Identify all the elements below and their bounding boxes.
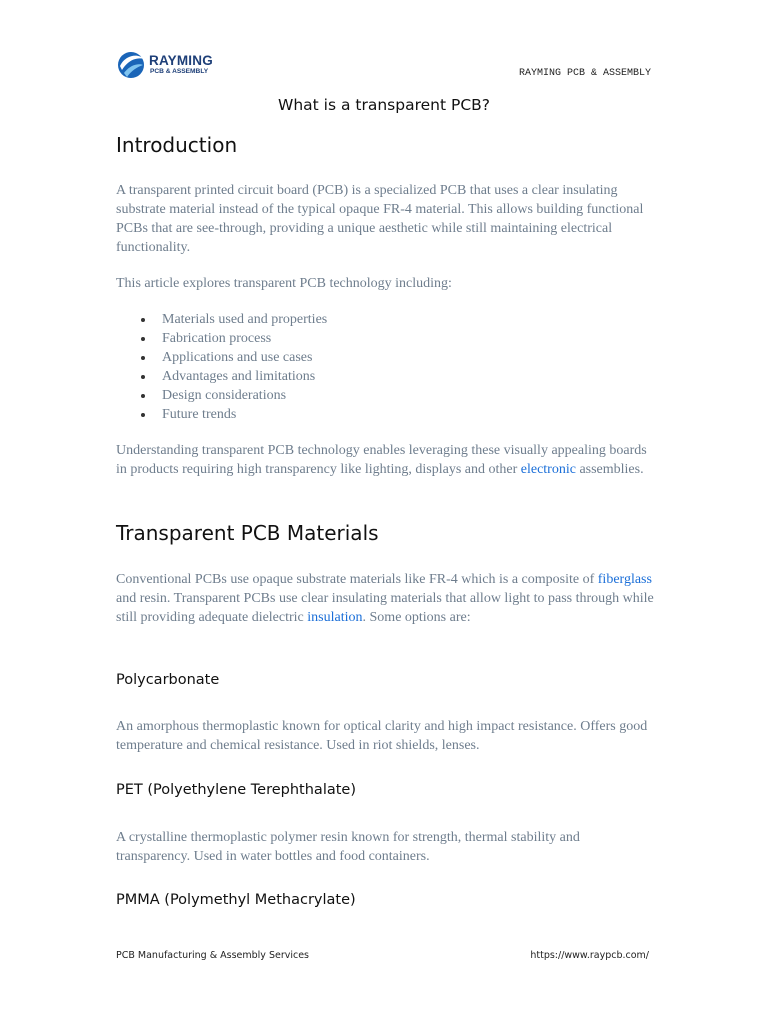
list-item: Advantages and limitations <box>116 367 327 386</box>
link-fiberglass[interactable]: fiberglass <box>597 572 652 587</box>
list-item: Applications and use cases <box>116 348 327 367</box>
heading-pmma: PMMA (Polymethyl Methacrylate) <box>116 892 356 908</box>
intro-paragraph-2: This article explores transparent PCB technology including: <box>116 276 452 291</box>
company-logo <box>116 50 216 82</box>
rayming-logo-icon <box>116 50 146 80</box>
heading-pet: PET (Polyethylene Terephthalate) <box>116 782 356 798</box>
materials-paragraph <box>116 570 656 627</box>
list-item: Future trends <box>116 405 327 424</box>
materials-text-b: and resin. Transparent PCBs use clear insulating materials that allow light to pass through while still providing adequate dielectric <box>116 591 654 625</box>
link-insulation[interactable]: insulation <box>307 610 363 625</box>
list-item: Materials used and properties <box>116 310 327 329</box>
pet-paragraph: A crystalline thermoplastic polymer resin known for strength, thermal stability and transparency. Used in water bottles and food containers. <box>116 830 580 864</box>
topics-list <box>116 310 327 424</box>
link-electronic[interactable]: electronic <box>520 462 576 477</box>
logo-subtitle: PCB & ASSEMBLY <box>150 68 209 75</box>
heading-polycarbonate: Polycarbonate <box>116 672 220 688</box>
header-company-name: RAYMING PCB & ASSEMBLY <box>518 68 651 79</box>
polycarbonate-paragraph: An amorphous thermoplastic known for optical clarity and high impact resistance. Offers good temperature and chemical resistance. Used in riot shields, lenses. <box>116 719 648 753</box>
intro-paragraph-3 <box>116 441 656 479</box>
heading-introduction: Introduction <box>116 133 238 157</box>
intro-p3-text-end: assemblies. <box>575 462 644 477</box>
list-item: Fabrication process <box>116 329 327 348</box>
list-item: Design considerations <box>116 386 327 405</box>
logo-wordmark: RAYMING <box>149 53 213 68</box>
document-title: What is a transparent PCB? <box>278 96 490 114</box>
materials-text-c: . Some options are: <box>362 610 471 625</box>
footer-url[interactable]: https://www.raypcb.com/ <box>530 950 649 961</box>
footer-services: PCB Manufacturing & Assembly Services <box>116 950 310 961</box>
materials-text-a: Conventional PCBs use opaque substrate materials like FR-4 which is a composite of <box>116 572 598 587</box>
intro-paragraph-1: A transparent printed circuit board (PCB) is a specialized PCB that uses a clear insulating substrate material instead of the typical opaque FR-4 material. This allows building functional PCBs that are see-through, providing a unique aesthetic while still maintaining electrical functionality. <box>116 183 644 255</box>
heading-transparent-pcb-materials: Transparent PCB Materials <box>116 521 379 545</box>
intro-p3-text: Understanding transparent PCB technology enables leveraging these visually appealing boards in products requiring high transparency like lighting, displays and other <box>116 443 647 477</box>
